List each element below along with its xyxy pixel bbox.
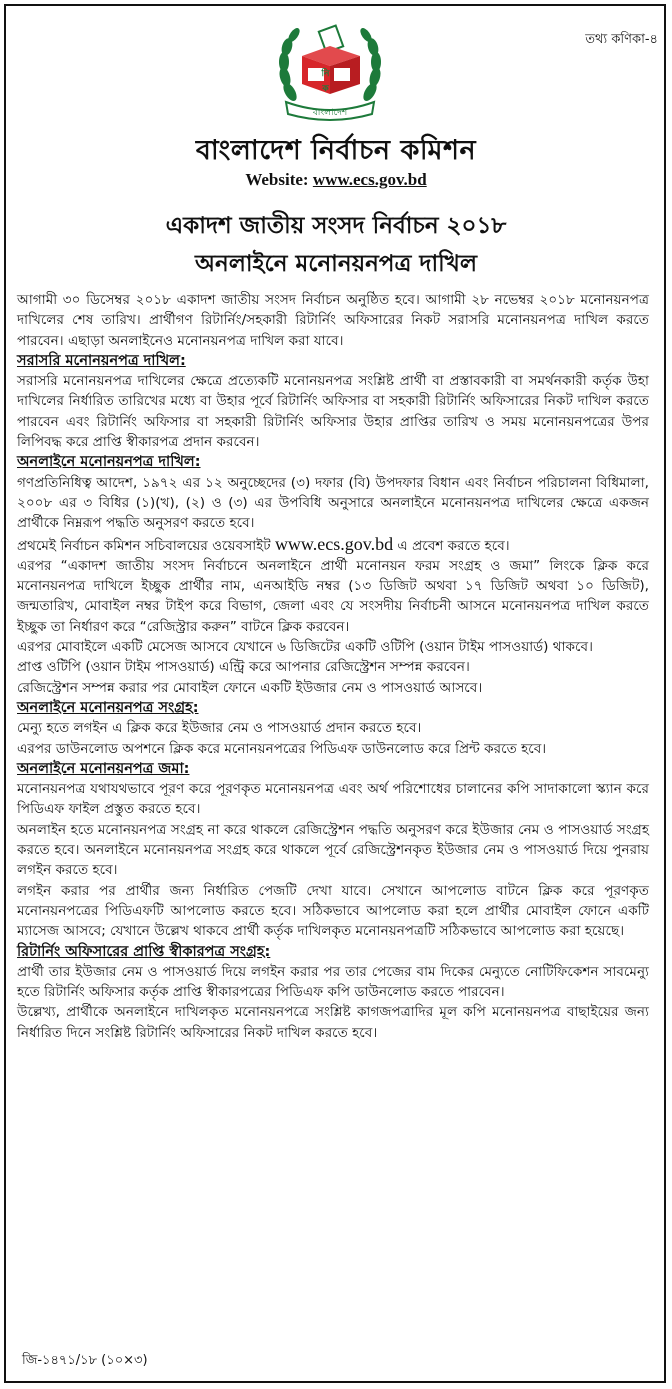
online-deposit-paragraph-1: মনোনয়নপত্র যথাযথভাবে পূরণ করে পূরণকৃত মনোনয়নপত্র এবং অর্থ পরিশোধের চালানের কপি সাদাকালো স্ক্যান করে পিডিএফ ফাইল প্রস্তুত করতে হবে। xyxy=(17,781,649,818)
org-title: বাংলাদেশ নির্বাচন কমিশন xyxy=(195,135,477,166)
online-submit-paragraph-3: এরপর “একাদশ জাতীয় সংসদ নির্বাচনে অনলাইনে প্রার্থী মনোনয়ন ফরম সংগ্রহ ও জমা” লিংকে ক্লিক করে মনোনয়নপত্র দাখিলে ইচ্ছুক প্রার্থীর নাম, এনআইডি নম্বর (১৩ ডিজিট অথবা ১৭ ডিজিট অথবা ১০ ডিজিট), জন্মতারিখ, মোবাইল নম্বর টাইপ করে বিভাগ, জেলা এবং যে সংসদীয় নির্বাচনী আসনে মনোনয়নপত্র দাখিল করতে ইচ্ছুক তা নির্ধারণ করে “রেজিস্ট্রার করুন” বাটনে ক্লিক করবেন। xyxy=(17,557,649,635)
election-commission-logo xyxy=(272,22,388,122)
intro-paragraph: আগামী ৩০ ডিসেম্বর ২০১৮ একাদশ জাতীয় সংসদ নির্বাচন অনুষ্ঠিত হবে। আগামী ২৮ নভেম্বর ২০১৮ মনোনয়নপত্র দাখিলের শেষ তারিখ। প্রার্থীগণ রিটার্নিং/সহকারী রিটার্নিং অফিসারের নিকট সরাসরি মনোনয়নপত্র দাখিল করতে পারবেন। এছাড়া অনলাইনেও মনোনয়নপত্র দাখিল করা যাবে। xyxy=(17,292,649,349)
online-collect-paragraph-1: মেন্যু হতে লগইন এ ক্লিক করে ইউজার নেম ও পাসওয়ার্ড প্রদান করতে হবে। xyxy=(17,720,422,737)
footer-code: জি-১৪৭১/১৮ (১০×৩) xyxy=(22,1353,148,1368)
online-submit-paragraph-1: গণপ্রতিনিধিত্ব আদেশ, ১৯৭২ এর ১২ অনুচ্ছেদের (৩) দফার (বি) উপদফার বিধান এবং নির্বাচন পরিচালনা বিধিমালা, ২০০৮ এর ৩ বিধির (১)(খ), (২) ও (৩) এর উপবিধি অনুসারে অনলাইনে মনোনয়নপত্র দাখিলের ক্ষেত্রে একজন প্রার্থীকে নিম্নরূপ পদ্ধতি অনুসরণ করতে হবে। xyxy=(17,474,649,532)
logo-box-text: নি ক xyxy=(321,69,339,94)
headline-election: একাদশ জাতীয় সংসদ নির্বাচন ২০১৮ xyxy=(165,213,507,239)
website-after-text: এ প্রবেশ করতে হবে। xyxy=(397,537,510,554)
online-submit-paragraph-6: রেজিস্ট্রেশন সম্পন্ন করার পর মোবাইল ফোনে একটি ইউজার নেম ও পাসওয়ার্ড আসবে। xyxy=(17,679,483,696)
info-tag: তথ্য কণিকা-৪ xyxy=(585,32,658,47)
logo-ribbon-text: বাংলাদেশ xyxy=(312,108,348,118)
website-intro-text: প্রথমেই নির্বাচন কমিশন সচিবালয়ের ওয়েবসাইট xyxy=(17,537,271,554)
website-link[interactable]: www.ecs.gov.bd xyxy=(312,170,427,189)
document-body xyxy=(17,290,649,1043)
online-deposit-paragraph-2: অনলাইন হতে মনোনয়নপত্র সংগ্রহ না করে থাকলে রেজিস্ট্রেশন পদ্ধতি অনুসরণ করে ইউজার নেম ও পাসওয়ার্ড সংগ্রহ করতে হবে। অনলাইনে মনোনয়নপত্র সংগ্রহ করে থাকলে পূর্বে রেজিস্ট্রেশনকৃত ইউজার নেম ও পাসওয়ার্ড দিয়ে পুনরায় লগইন করতে হবে। xyxy=(17,821,649,879)
ecs-website-link[interactable]: www.ecs.gov.bd xyxy=(274,533,394,554)
section-heading-online-deposit: অনলাইনে মনোনয়নপত্র জমা: xyxy=(17,760,190,777)
website-label: Website: xyxy=(245,170,309,189)
website-line xyxy=(0,170,672,190)
online-submit-paragraph-5: প্রাপ্ত ওটিপি (ওয়ান টাইম পাসওয়ার্ড) এন্ট্রি করে আপনার রেজিস্ট্রেশন সম্পন্ন করবেন। xyxy=(17,659,470,676)
receipt-paragraph-1: প্রার্থী তার ইউজার নেম ও পাসওয়ার্ড দিয়ে লগইন করার পর তার পেজের বাম দিকের মেন্যুতে নোটিফিকেশন সাবমেন্যু হতে রিটার্নিং অফিসার কর্তৃক প্রাপ্তি স্বীকারপত্রের পিডিএফ কপি ডাউনলোড করতে পারবেন। xyxy=(17,963,649,1001)
section-heading-online-submit: অনলাইনে মনোনয়নপত্র দাখিল: xyxy=(17,454,201,471)
online-deposit-paragraph-3: লগইন করার পর প্রার্থীর জন্য নির্ধারিত পেজটি দেখা যাবে। সেখানে আপলোড বাটনে ক্লিক করে পূরণকৃত মনোনয়নপত্রের পিডিএফটি আপলোড করতে হবে। সঠিকভাবে আপলোড করা হলে প্রার্থীর মোবাইল ফোনে একটি ম্যাসেজ আসবে; যেখানে উল্লেখ থাকবে প্রার্থী কর্তৃক দাখিলকৃত মনোনয়নপত্রটি সঠিকভাবে আপলোড করা হয়েছে। xyxy=(17,882,649,940)
section-heading-online-collect: অনলাইনে মনোনয়নপত্র সংগ্রহ: xyxy=(17,699,199,716)
online-submit-paragraph-2 xyxy=(17,534,649,556)
direct-paragraph: সরাসরি মনোনয়নপত্র দাখিলের ক্ষেত্রে প্রত্যেকটি মনোনয়নপত্র সংশ্লিষ্ট প্রার্থী বা প্রস্তাবকারী বা সমর্থনকারী কর্তৃক উহা দাখিলের নির্ধারিত তারিখের মধ্যে বা উহার পূর্বে রিটার্নিং অফিসার বা সহকারী রিটার্নিং অফিসারের নিকট দাখিল করতে পারবেন এবং রিটার্নিং অফিসার বা সহকারী রিটার্নিং অফিসার উহার প্রাপ্তির তারিখ ও সময় মনোনয়নপত্রের উপর লিপিবদ্ধ করে প্রাপ্তি স্বীকারপত্র প্রদান করবেন। xyxy=(17,373,649,451)
section-heading-direct: সরাসরি মনোনয়নপত্র দাখিল: xyxy=(17,352,186,369)
online-collect-paragraph-2: এরপর ডাউনলোড অপশনে ক্লিক করে মনোনয়নপত্রের পিডিএফ ডাউনলোড করে প্রিন্ট করতে হবে। xyxy=(17,740,547,757)
online-submit-paragraph-4: এরপর মোবাইলে একটি মেসেজ আসবে যেখানে ৬ ডিজিটের একটি ওটিপি (ওয়ান টাইম পাসওয়ার্ড) থাকবে। xyxy=(17,639,593,656)
receipt-paragraph-2: উল্লেখ্য, প্রার্থীকে অনলাইনে দাখিলকৃত মনোনয়নপত্রে সংশ্লিষ্ট কাগজপত্রাদির মূল কপি মনোনয়নপত্র বাছাইয়ের জন্য নির্ধারিত দিনে সংশ্লিষ্ট রিটার্নিং অফিসারের নিকট দাখিল করতে হবে। xyxy=(17,1004,649,1041)
section-heading-receipt: রিটার্নিং অফিসারের প্রাপ্তি স্বীকারপত্র সংগ্রহ: xyxy=(17,943,271,960)
headline-online-nomination: অনলাইনে মনোনয়নপত্র দাখিল xyxy=(195,251,477,277)
